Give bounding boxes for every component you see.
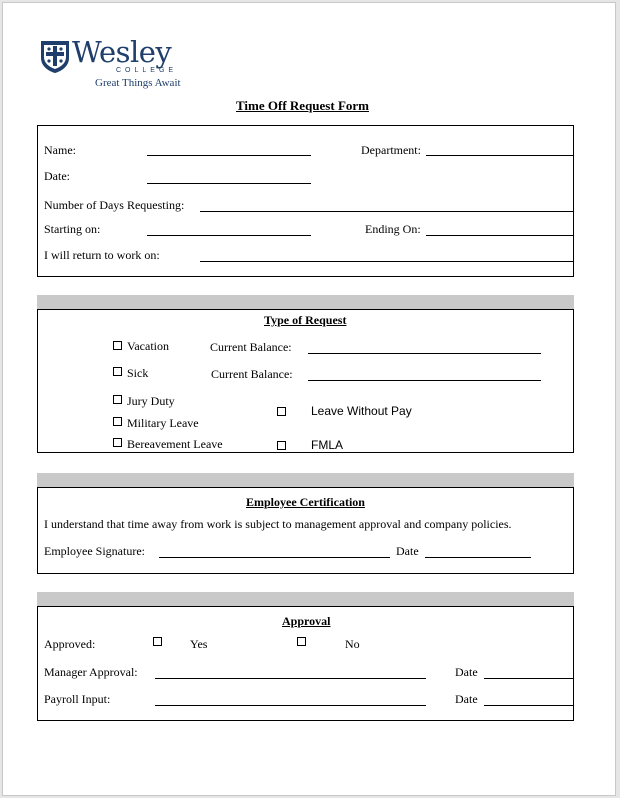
wesley-logo — [40, 35, 190, 92]
leave-without-pay-label: Leave Without Pay — [311, 404, 412, 418]
bereavement-leave-checkbox[interactable] — [113, 438, 122, 447]
employee-signature-field[interactable] — [159, 557, 390, 558]
current-balance-label: Current Balance: — [211, 367, 293, 381]
ending-label: Ending On: — [365, 222, 421, 236]
sick-balance-field[interactable] — [308, 380, 541, 381]
approval-band — [37, 592, 574, 606]
leave-without-pay-checkbox[interactable] — [277, 407, 286, 416]
request-title: Type of Request — [264, 313, 347, 327]
payroll-input-label: Payroll Input: — [44, 692, 111, 706]
logo-tagline: Great Things Await — [95, 77, 181, 89]
date-label: Date: — [44, 169, 70, 183]
certification-title: Employee Certification — [246, 495, 365, 509]
approved-no-label: No — [345, 637, 360, 651]
sick-label: Sick — [127, 366, 149, 380]
vacation-balance-field[interactable] — [308, 353, 541, 354]
ending-field[interactable] — [426, 235, 574, 236]
military-leave-checkbox[interactable] — [113, 417, 122, 426]
payroll-date-label: Date — [455, 692, 478, 706]
vacation-label: Vacation — [127, 339, 169, 353]
fmla-checkbox[interactable] — [277, 441, 286, 450]
form-title: Time Off Request Form — [236, 98, 369, 113]
jury-duty-label: Jury Duty — [127, 394, 175, 408]
approved-yes-label: Yes — [190, 637, 208, 651]
approved-no-checkbox[interactable] — [297, 637, 306, 646]
return-field[interactable] — [200, 261, 574, 262]
manager-date-field[interactable] — [484, 678, 574, 679]
manager-date-label: Date — [455, 665, 478, 679]
employee-signature-label: Employee Signature: — [44, 544, 145, 558]
request-section — [37, 309, 574, 453]
military-leave-label: Military Leave — [127, 416, 199, 430]
jury-duty-checkbox[interactable] — [113, 395, 122, 404]
approved-label: Approved: — [44, 637, 96, 651]
certification-date-label: Date — [396, 544, 419, 558]
logo-wordmark: Wesley — [72, 35, 172, 69]
return-label: I will return to work on: — [44, 248, 160, 262]
certification-date-field[interactable] — [425, 557, 531, 558]
logo-college: COLLEGE — [116, 67, 178, 74]
name-field[interactable] — [147, 155, 311, 156]
payroll-input-field[interactable] — [155, 705, 426, 706]
approval-title: Approval — [282, 614, 331, 628]
date-field[interactable] — [147, 183, 311, 184]
vacation-checkbox[interactable] — [113, 341, 122, 350]
certification-statement: I understand that time away from work is subject to management approval and company policies. — [44, 517, 512, 531]
days-field[interactable] — [200, 211, 574, 212]
payroll-date-field[interactable] — [484, 705, 574, 706]
days-label: Number of Days Requesting: — [44, 198, 185, 212]
certification-band — [37, 473, 574, 487]
starting-label: Starting on: — [44, 222, 101, 236]
request-band — [37, 295, 574, 309]
manager-approval-label: Manager Approval: — [44, 665, 138, 679]
shield-icon — [40, 40, 70, 74]
current-balance-label: Current Balance: — [210, 340, 292, 354]
starting-field[interactable] — [147, 235, 311, 236]
manager-approval-field[interactable] — [155, 678, 426, 679]
sick-checkbox[interactable] — [113, 367, 122, 376]
fmla-label: FMLA — [311, 438, 344, 452]
approved-yes-checkbox[interactable] — [153, 637, 162, 646]
name-label: Name: — [44, 143, 76, 157]
bereavement-leave-label: Bereavement Leave — [127, 437, 223, 451]
department-field[interactable] — [426, 155, 574, 156]
department-label: Department: — [361, 143, 421, 157]
